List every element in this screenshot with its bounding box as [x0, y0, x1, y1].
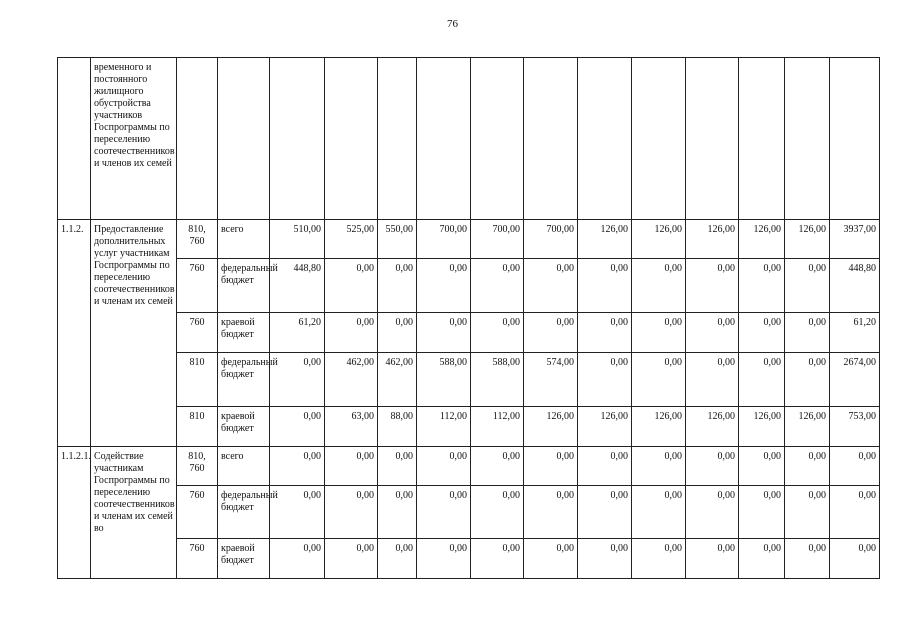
table-cell-value: 550,00 [378, 220, 417, 259]
table-cell-value: 0,00 [270, 407, 325, 447]
table-row [58, 58, 880, 220]
table-cell-value: 126,00 [524, 407, 578, 447]
table-cell-value: 0,00 [471, 447, 524, 486]
table-cell-value: 0,00 [578, 447, 632, 486]
table-cell-value: 462,00 [325, 353, 378, 407]
table-cell-value: 588,00 [417, 353, 471, 407]
table-cell-name: Содействие участникам Госпрограммы по переселению соотечественников и членам их семей во [91, 447, 177, 579]
table-cell-value: 588,00 [471, 353, 524, 407]
table-cell-value: 510,00 [270, 220, 325, 259]
table-cell-value: 61,20 [270, 313, 325, 353]
table-cell-value: 0,00 [578, 486, 632, 539]
table-cell-source: всего [218, 447, 270, 486]
table-row [58, 313, 880, 353]
table-cell-value: 0,00 [524, 486, 578, 539]
table-cell-value: 0,00 [471, 539, 524, 579]
budget-table [57, 57, 880, 579]
table-cell-source: краевой бюджет [218, 539, 270, 579]
table-cell-value: 88,00 [378, 407, 417, 447]
table-cell-value: 0,00 [417, 259, 471, 313]
table-cell-source: краевой бюджет [218, 407, 270, 447]
table-cell-value: 0,00 [686, 353, 739, 407]
page-number: 76 [447, 18, 458, 30]
table-cell-code: 760 [177, 313, 218, 353]
table-cell-value: 0,00 [739, 353, 785, 407]
table-cell-value: 0,00 [686, 486, 739, 539]
table-cell-value: 0,00 [739, 259, 785, 313]
table-cell-value: 0,00 [325, 447, 378, 486]
table-cell-value: 0,00 [270, 486, 325, 539]
table-cell-value: 0,00 [325, 486, 378, 539]
table-cell-value: 0,00 [830, 539, 880, 579]
table-cell-code: 760 [177, 486, 218, 539]
table-cell [785, 58, 830, 220]
table-cell-value: 126,00 [739, 407, 785, 447]
table-cell-value: 126,00 [578, 407, 632, 447]
table-cell-value: 0,00 [632, 447, 686, 486]
table-cell-value: 0,00 [785, 539, 830, 579]
table-cell-value: 0,00 [686, 259, 739, 313]
table-row [58, 220, 880, 259]
table-cell-value: 0,00 [471, 259, 524, 313]
table-cell [417, 58, 471, 220]
table-cell-value: 0,00 [785, 353, 830, 407]
table-cell [830, 58, 880, 220]
table-cell-value: 574,00 [524, 353, 578, 407]
table-cell-code: 760 [177, 539, 218, 579]
table-cell-value: 462,00 [378, 353, 417, 407]
table-cell-value: 0,00 [739, 539, 785, 579]
table-cell-value: 0,00 [270, 353, 325, 407]
table-cell-value: 126,00 [632, 407, 686, 447]
table-cell-value: 63,00 [325, 407, 378, 447]
table-cell-value: 525,00 [325, 220, 378, 259]
table-cell-name: временного и постоянного жилищного обустройства участников Госпрограммы по переселению соотечественников и членов их семей [91, 58, 177, 220]
table-cell-value: 0,00 [471, 313, 524, 353]
table-cell [218, 58, 270, 220]
table-cell-value: 0,00 [417, 447, 471, 486]
table-cell-value: 0,00 [785, 313, 830, 353]
table-cell-value: 126,00 [578, 220, 632, 259]
table-cell-value: 0,00 [632, 539, 686, 579]
table-cell-value: 61,20 [830, 313, 880, 353]
table-cell [325, 58, 378, 220]
table-cell-value: 112,00 [471, 407, 524, 447]
table-cell-code: 810, 760 [177, 447, 218, 486]
table-cell-value: 448,80 [270, 259, 325, 313]
table-cell-value: 126,00 [739, 220, 785, 259]
table-cell-value: 0,00 [417, 486, 471, 539]
table-cell-value: 700,00 [417, 220, 471, 259]
table-cell-value: 0,00 [270, 447, 325, 486]
table-cell-source: федеральный бюджет [218, 353, 270, 407]
table-cell-value: 0,00 [417, 313, 471, 353]
table-cell-value: 0,00 [378, 447, 417, 486]
table-row [58, 447, 880, 486]
table-row [58, 353, 880, 407]
table-cell-value: 0,00 [632, 259, 686, 313]
table-cell-value: 0,00 [524, 313, 578, 353]
table-cell-value: 700,00 [524, 220, 578, 259]
table-cell-value: 0,00 [325, 539, 378, 579]
table-cell-value: 0,00 [270, 539, 325, 579]
table-cell-value: 0,00 [378, 486, 417, 539]
table-cell-value: 753,00 [830, 407, 880, 447]
table-cell-value: 0,00 [578, 259, 632, 313]
table-cell-value: 0,00 [686, 447, 739, 486]
table-cell-source: всего [218, 220, 270, 259]
table-cell-value: 0,00 [378, 313, 417, 353]
table-cell [578, 58, 632, 220]
table-cell-value: 0,00 [578, 353, 632, 407]
table-cell [58, 58, 91, 220]
table-cell-code: 810, 760 [177, 220, 218, 259]
table-cell-code: 810 [177, 407, 218, 447]
table-cell-value: 0,00 [739, 486, 785, 539]
table-cell-value: 0,00 [325, 313, 378, 353]
table-cell-value: 0,00 [686, 539, 739, 579]
table-cell-value: 0,00 [578, 539, 632, 579]
table-cell-value: 0,00 [378, 259, 417, 313]
table-cell [632, 58, 686, 220]
table-cell [270, 58, 325, 220]
table-cell-source: краевой бюджет [218, 313, 270, 353]
table-cell-index: 1.1.2.1. [58, 447, 91, 579]
table-cell-value: 0,00 [686, 313, 739, 353]
table-cell-value: 0,00 [785, 486, 830, 539]
table-cell-value: 126,00 [686, 220, 739, 259]
table-cell-value: 0,00 [378, 539, 417, 579]
table-cell-value: 0,00 [739, 313, 785, 353]
table-cell [524, 58, 578, 220]
table-cell-value: 0,00 [417, 539, 471, 579]
table-cell-value: 0,00 [830, 486, 880, 539]
table-cell-value: 0,00 [739, 447, 785, 486]
table-cell-index: 1.1.2. [58, 220, 91, 447]
table-cell [471, 58, 524, 220]
table-cell-value: 126,00 [686, 407, 739, 447]
table-row [58, 486, 880, 539]
table-cell-value: 0,00 [632, 313, 686, 353]
table-cell-value: 0,00 [325, 259, 378, 313]
table-cell [686, 58, 739, 220]
table-cell-value: 0,00 [785, 447, 830, 486]
table-cell-code: 760 [177, 259, 218, 313]
table-cell [177, 58, 218, 220]
table-cell [739, 58, 785, 220]
table-cell-code: 810 [177, 353, 218, 407]
table-cell-source: федеральный бюджет [218, 259, 270, 313]
table-cell-value: 126,00 [785, 220, 830, 259]
table-cell-value: 0,00 [578, 313, 632, 353]
table-cell-value: 112,00 [417, 407, 471, 447]
table-cell-value: 126,00 [785, 407, 830, 447]
table-row [58, 539, 880, 579]
table-cell-value: 0,00 [524, 259, 578, 313]
table-cell-value: 126,00 [632, 220, 686, 259]
table-cell-value: 0,00 [471, 486, 524, 539]
table-row [58, 259, 880, 313]
table-cell-value: 0,00 [830, 447, 880, 486]
table-cell-value: 0,00 [632, 486, 686, 539]
table-cell-value: 0,00 [785, 259, 830, 313]
table-cell-value: 3937,00 [830, 220, 880, 259]
table-cell [378, 58, 417, 220]
table-row [58, 407, 880, 447]
table-cell-value: 0,00 [632, 353, 686, 407]
table-cell-value: 2674,00 [830, 353, 880, 407]
table-cell-value: 448,80 [830, 259, 880, 313]
table-cell-source: федеральный бюджет [218, 486, 270, 539]
table-cell-value: 700,00 [471, 220, 524, 259]
table-cell-value: 0,00 [524, 447, 578, 486]
table-cell-name: Предоставление дополнительных услуг участникам Госпрограммы по переселению соотечественников и членам их семей [91, 220, 177, 447]
table-cell-value: 0,00 [524, 539, 578, 579]
